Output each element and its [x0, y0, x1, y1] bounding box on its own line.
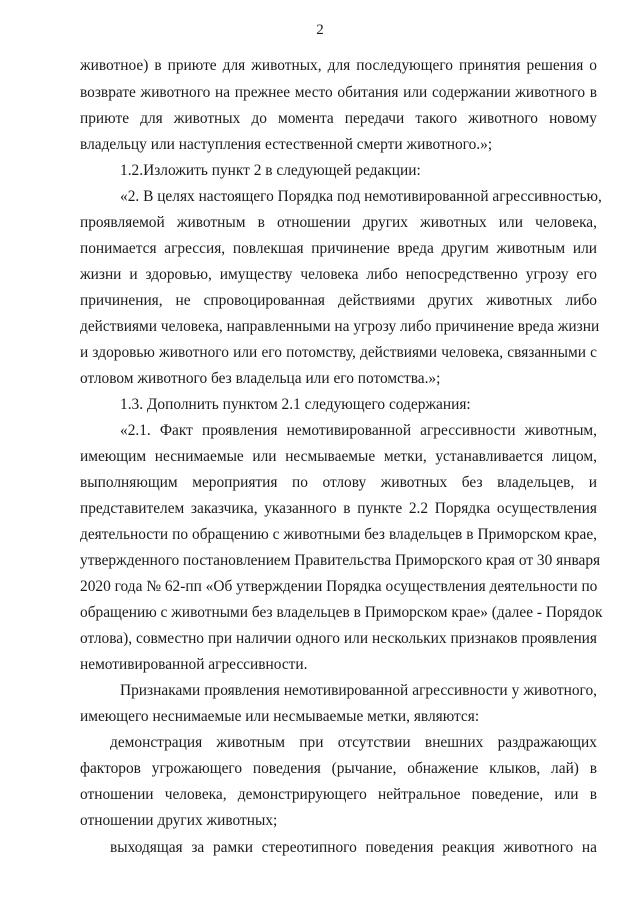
text-line: 1.2.Изложить пункт 2 в следующей редакции: — [120, 162, 421, 179]
text-line: животное) в приюте для животных, для последующего принятия решения о — [80, 57, 597, 74]
text-line: проявляемой животным в отношении других животных или человека, — [80, 214, 597, 231]
text-line: понимается агрессия, повлекшая причинение вреда другим животным или — [80, 240, 597, 257]
text-line: 1.3. Дополнить пунктом 2.1 следующего содержания: — [120, 396, 471, 413]
text-line: действиями человека, направленными на угрозу либо причинение вреда жизни — [80, 318, 600, 335]
text-line: и здоровью животного или его потомству, действиями человека, связанными с — [80, 344, 597, 361]
text-line: выходящая за рамки стереотипного поведения реакция животного на — [110, 839, 597, 856]
text-line: имеющим неснимаемые или несмываемые метки, устанавливается лицом, — [80, 448, 597, 465]
text-line: «2.1. Факт проявления немотивированной агрессивности животным, — [120, 422, 597, 439]
text-line: деятельности по обращению с животными без владельцев в Приморском крае, — [80, 526, 597, 543]
text-line: владельцу или наступления естественной смерти животного.»; — [80, 136, 493, 153]
text-line: факторов угрожающего поведения (рычание, обнажение клыков, лай) в — [80, 760, 597, 777]
text-line: жизни и здоровью, имуществу человека либо непосредственно угрозу его — [80, 266, 597, 283]
text-line: Признаками проявления немотивированной агрессивности у животного, — [120, 682, 597, 699]
text-line: демонстрация животным при отсутствии внешних раздражающих — [110, 734, 597, 751]
text-line: приюте для животных до момента передачи такого животного новому — [80, 110, 597, 127]
text-line: имеющего неснимаемые или несмываемые метки, являются: — [80, 708, 480, 725]
text-line: представителем заказчика, указанного в пункте 2.2 Порядка осуществления — [80, 500, 597, 517]
text-line: возврате животного на прежнее место обитания или содержании животного в — [80, 84, 597, 101]
text-line: причинения, не спровоцированная действиями других животных либо — [80, 292, 597, 309]
text-line: «2. В целях настоящего Порядка под немотивированной агрессивностью, — [120, 188, 602, 205]
text-line: выполняющим мероприятия по отлову животных без владельцев, и — [80, 474, 597, 491]
text-line: отловом животного без владельца или его потомства.»; — [80, 370, 441, 387]
text-line: отлова), совместно при наличии одного или нескольких признаков проявления — [80, 630, 597, 647]
text-line: отношении других животных; — [80, 812, 278, 829]
text-line: отношении человека, демонстрирующего нейтральное поведение, или в — [80, 786, 597, 803]
text-line: обращению с животными без владельцев в Приморском крае» (далее - Порядок — [80, 604, 603, 621]
text-line: утвержденного постановлением Правительства Приморского края от 30 января — [80, 552, 601, 569]
text-line: немотивированной агрессивности. — [80, 656, 308, 673]
page-number: 2 — [316, 22, 324, 38]
text-line: 2020 года № 62-пп «Об утверждении Порядка осуществления деятельности по — [80, 578, 598, 595]
